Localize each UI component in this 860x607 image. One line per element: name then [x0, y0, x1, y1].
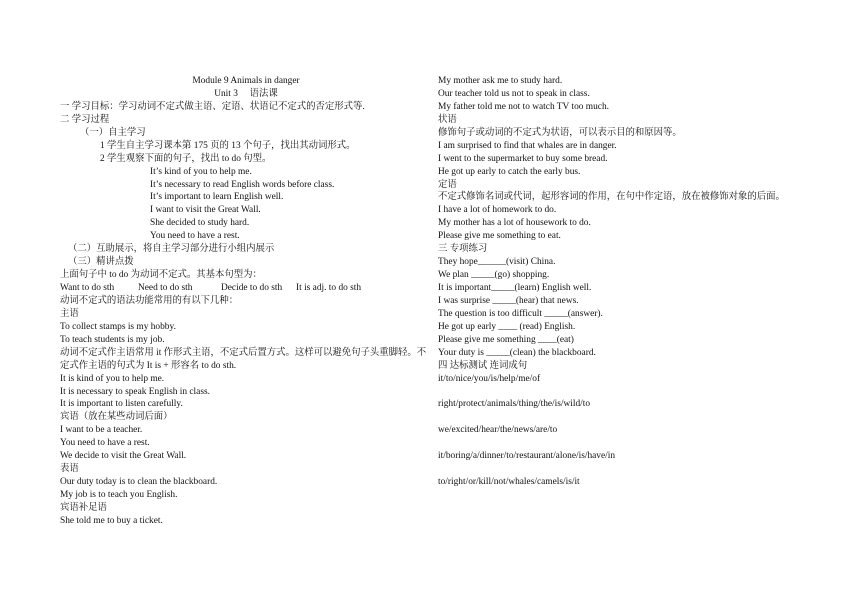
learning-objective: 一 学习目标：学习动词不定式做主语、定语、状语记不定式的否定形式等. — [60, 101, 365, 112]
complement-example: My mother ask me to study hard. — [438, 76, 563, 86]
subject-heading: 主语 — [60, 308, 79, 319]
step-1: 1 学生自主学习课本第 175 页的 13 个句子，找出其动词形式。 — [100, 140, 356, 151]
test-item: we/excited/hear/the/news/are/to — [438, 425, 558, 436]
subject-example: To teach students is my job. — [60, 334, 165, 345]
test-item: it/boring/a/dinner/to/restaurant/alone/is/have/in — [438, 451, 616, 462]
predicative-example: Our duty today is to clean the blackboard. — [60, 477, 218, 488]
attributive-example: My mother has a lot of housework to do. — [438, 218, 591, 229]
example-sentence: It’s necessary to read English words before class. — [150, 179, 335, 190]
doc-title: Module 9 Animals in danger — [192, 76, 300, 86]
practice-heading: 三 专项练习 — [438, 244, 488, 255]
pattern: Need to do sth — [138, 283, 193, 293]
example-sentence: It’s important to learn English well. — [150, 192, 284, 203]
practice-item: I was surprise _____(hear) that news. — [438, 295, 579, 306]
subject-example: To collect stamps is my hobby. — [60, 321, 176, 332]
pattern-row — [60, 282, 432, 295]
test-item: it/to/nice/you/is/help/me/of — [438, 373, 541, 384]
doc-subtitle: Unit 3 语法课 — [214, 88, 278, 99]
process-heading: 二 学习过程 — [60, 114, 110, 125]
adverbial-heading: 状语 — [438, 114, 457, 125]
complement-heading: 宾语补足语 — [60, 502, 107, 513]
practice-item: They hope______(visit) China. — [438, 257, 556, 268]
practice-item: Your duty is _____(clean) the blackboard. — [438, 347, 596, 358]
practice-item: It is important_____(learn) English well. — [438, 283, 592, 293]
left-column — [60, 75, 432, 528]
predicative-heading: 表语 — [60, 464, 79, 475]
functions-text: 动词不定式的语法功能常用的有以下几种： — [60, 295, 239, 306]
right-column — [438, 75, 838, 489]
intro-text: 上面句子中 to do 为动词不定式。其基本句型为： — [60, 270, 262, 281]
predicative-example: My job is to teach you English. — [60, 490, 178, 501]
adverbial-example: I am surprised to find that whales are in danger. — [438, 140, 617, 151]
attributive-note: 不定式修饰名词或代词，起形容词的作用，在句中作定语，放在被修饰对象的后面。 — [438, 192, 785, 203]
it-example: It is kind of you to help me. — [60, 373, 165, 384]
test-item: right/protect/animals/thing/the/is/wild/to — [438, 399, 591, 410]
pattern: It is adj. to do sth — [296, 283, 362, 293]
subject-note: 动词不定式作主语常用 it 作形式主语，不定式后置方式。这样可以避免句子头重脚轻。不定式作主语的句式为 It is + 形容名 to do sth. — [60, 347, 427, 371]
example-sentence: It’s kind of you to help me. — [150, 166, 252, 177]
adverbial-note: 修饰句子或动词的不定式为状语，可以表示目的和原因等。 — [438, 127, 682, 138]
step-2: 2 学生观察下面的句子，找出 to do 句型。 — [100, 153, 272, 164]
attributive-example: I have a lot of homework to do. — [438, 205, 557, 216]
pattern: Decide to do sth — [221, 283, 283, 293]
test-item: to/right/or/kill/not/whales/camels/is/it — [438, 477, 580, 488]
attributive-heading: 定语 — [438, 179, 457, 190]
complement-example: Our teacher told us not to speak in class. — [438, 88, 590, 99]
self-study-heading: （一）自主学习 — [80, 127, 146, 138]
example-sentence: She decided to study hard. — [150, 218, 250, 229]
object-heading: 宾语（放在某些动词后面） — [60, 412, 173, 423]
example-sentence: You need to have a rest. — [150, 231, 240, 242]
object-example: I want to be a teacher. — [60, 425, 143, 436]
complement-example: My father told me not to watch TV too much. — [438, 101, 609, 112]
practice-item: We plan _____(go) shopping. — [438, 270, 550, 281]
object-example: We decide to visit the Great Wall. — [60, 451, 187, 462]
group-show-heading: （二）互助展示，将自主学习部分进行小组内展示 — [68, 244, 275, 255]
attributive-example: Please give me something to eat. — [438, 231, 561, 242]
adverbial-example: I went to the supermarket to buy some bread. — [438, 153, 608, 164]
example-sentence: I want to visit the Great Wall. — [150, 205, 261, 216]
pattern: Want to do sth — [60, 283, 115, 293]
explain-heading: （三）精讲点拨 — [68, 257, 134, 268]
test-heading: 四 达标测试 连词成句 — [438, 360, 528, 371]
it-example: It is important to listen carefully. — [60, 399, 183, 410]
it-example: It is necessary to speak English in class. — [60, 386, 210, 397]
practice-item: The question is too difficult _____(answer). — [438, 308, 603, 319]
complement-example: She told me to buy a ticket. — [60, 515, 163, 526]
practice-item: Please give me something ____(eat) — [438, 334, 574, 345]
adverbial-example: He got up early to catch the early bus. — [438, 166, 581, 177]
practice-item: He got up early ____ (read) English. — [438, 321, 576, 332]
object-example: You need to have a rest. — [60, 438, 150, 449]
